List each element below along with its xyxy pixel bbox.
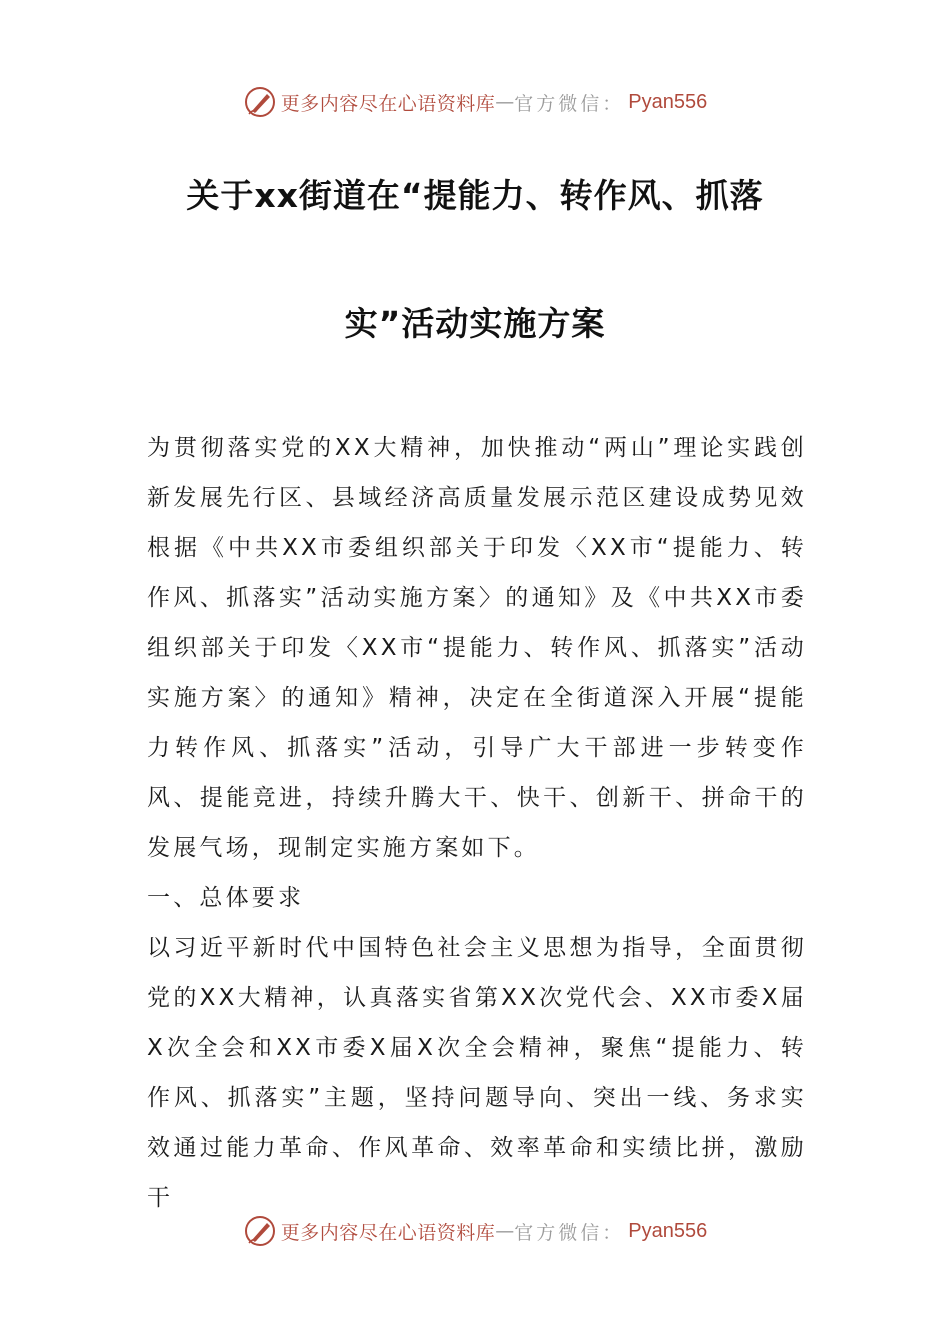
document-title-line-2: 实”活动实施方案 <box>344 304 606 343</box>
section-heading-overall-requirements: 一、总体要求 <box>147 885 305 911</box>
quill-pen-logo-icon <box>243 85 277 119</box>
watermark-separator: — <box>495 1220 515 1242</box>
watermark-brand: 更多内容尽在心语资料库 <box>280 92 496 115</box>
header-watermark <box>0 82 950 122</box>
footer-watermark <box>0 1211 950 1251</box>
watermark-contact-label: 官方微信： <box>514 92 625 115</box>
quill-pen-logo-icon <box>243 1214 277 1248</box>
watermark-brand: 更多内容尽在心语资料库 <box>280 1221 496 1244</box>
document-body <box>147 423 807 1223</box>
watermark-wechat-id: Pyan556 <box>628 1219 708 1242</box>
watermark-separator: — <box>495 91 515 113</box>
body-paragraph-guidance: 以习近平新时代中国特色社会主义思想为指导，全面贯彻党的XX大精神，认真落实省第XX次党代会、XX市委X届X次全会和XX市委X届X次全会精神，聚焦“提能力、转作风、抓落实”主题，坚持问题导向、突出一线、务求实效通过能力革命、作风革命、效率革命和实绩比拼，激励干 <box>147 935 807 1211</box>
document-title-line-1: 关于xx街道在“提能力、转作风、抓落 <box>186 176 764 215</box>
body-paragraph-intro: 为贯彻落实党的XX大精神，加快推动“两山”理论实践创新发展先行区、县域经济高质量发展示范区建设成势见效根据《中共XX市委组织部关于印发〈XX市“提能力、转作风、抓落实”活动实施方案〉的通知》及《中共XX市委组织部关于印发〈XX市“提能力、转作风、抓落实”活动实施方案〉的通知》精神，决定在全街道深入开展“提能力转作风、抓落实”活动，引导广大干部进一步转变作风、提能竞进，持续升腾大干、快干、创新干、拼命干的发展气场，现制定实施方案如下。 <box>147 435 807 861</box>
watermark-contact-label: 官方微信： <box>514 1221 625 1244</box>
watermark-wechat-id: Pyan556 <box>628 90 708 113</box>
